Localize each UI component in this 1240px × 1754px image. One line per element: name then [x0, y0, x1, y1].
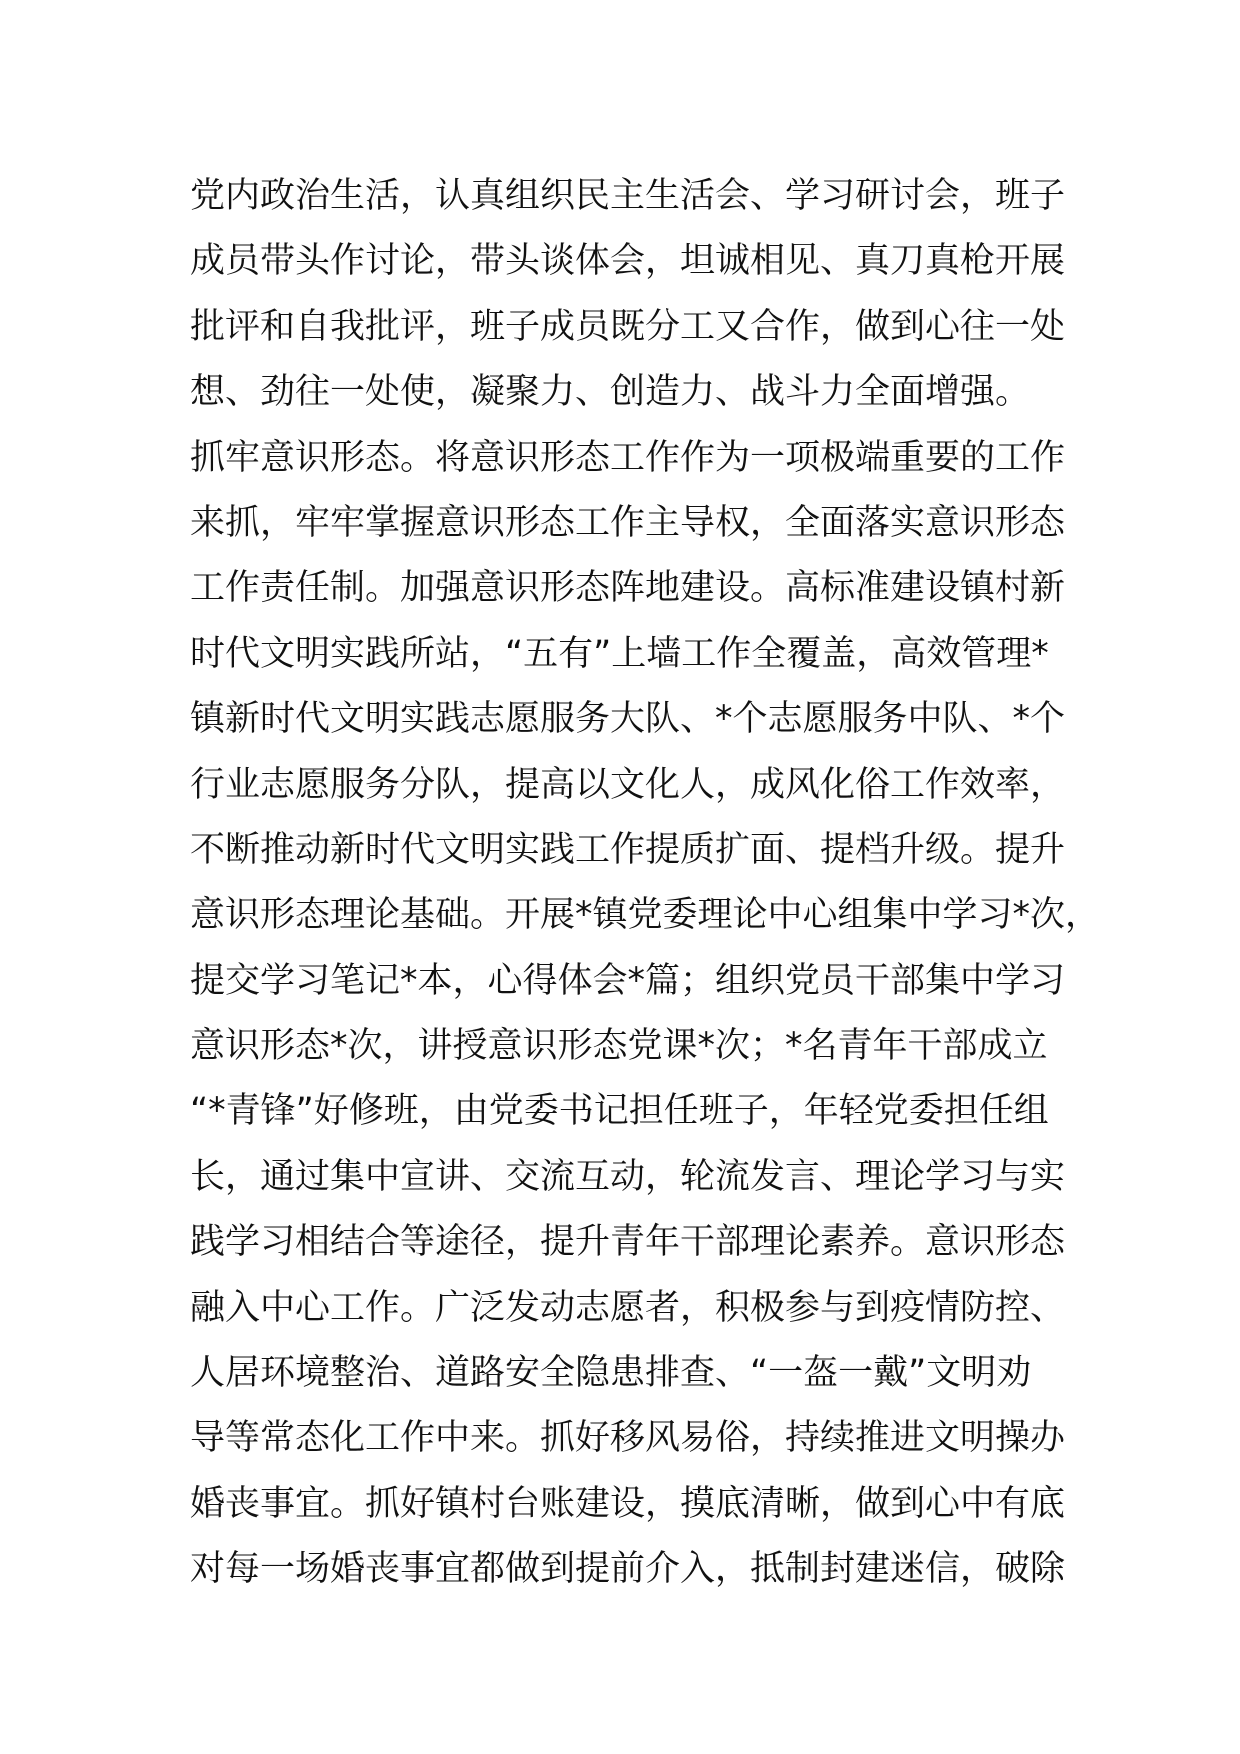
text-line: 批评和自我批评，班子成员既分工又合作，做到心往一处 — [190, 306, 1066, 347]
text-line: 意识形态理论基础。开展*镇党委理论中心组集中学习*次， — [190, 895, 1101, 936]
text-line: 长，通过集中宣讲、交流互动，轮流发言、理论学习与实 — [190, 1156, 1066, 1197]
text-line: 导等常态化工作中来。抓好移风易俗，持续推进文明操办 — [190, 1418, 1066, 1459]
text-line: 婚丧事宜。抓好镇村台账建设，摸底清晰，做到心中有底 — [190, 1483, 1066, 1524]
text-line: 对每一场婚丧事宜都做到提前介入，抵制封建迷信，破除 — [190, 1549, 1066, 1590]
text-line: 工作责任制。加强意识形态阵地建设。高标准建设镇村新 — [190, 568, 1066, 609]
text-line: 意识形态*次，讲授意识形态党课*次；*名青年干部成立 — [190, 1026, 1048, 1067]
text-line: 来抓，牢牢掌握意识形态工作主导权，全面落实意识形态 — [190, 502, 1066, 543]
text-line: 人居环境整治、道路安全隐患排查、“一盔一戴”文明劝 — [190, 1353, 1032, 1394]
text-line: 融入中心工作。广泛发动志愿者，积极参与到疫情防控、 — [190, 1287, 1066, 1328]
text-line: 抓牢意识形态。将意识形态工作作为一项极端重要的工作 — [190, 437, 1066, 478]
text-line: “*青锋”好修班，由党委书记担任班子，年轻党委担任组 — [190, 1091, 1049, 1132]
body-text — [190, 164, 1101, 1603]
text-line: 成员带头作讨论，带头谈体会，坦诚相见、真刀真枪开展 — [190, 241, 1066, 282]
text-line: 想、劲往一处使，凝聚力、创造力、战斗力全面增强。 — [190, 372, 1031, 413]
text-line: 镇新时代文明实践志愿服务大队、*个志愿服务中队、*个 — [190, 699, 1066, 740]
text-line: 不断推动新时代文明实践工作提质扩面、提档升级。提升 — [190, 829, 1066, 870]
text-line: 践学习相结合等途径，提升青年干部理论素养。意识形态 — [190, 1222, 1066, 1263]
text-line: 行业志愿服务分队，提高以文化人，成风化俗工作效率， — [190, 764, 1066, 805]
text-line: 党内政治生活，认真组织民主生活会、学习研讨会，班子 — [190, 176, 1066, 216]
text-line: 时代文明实践所站，“五有”上墙工作全覆盖，高效管理* — [190, 633, 1049, 674]
text-line: 提交学习笔记*本，心得体会*篇；组织党员干部集中学习 — [190, 960, 1066, 1001]
